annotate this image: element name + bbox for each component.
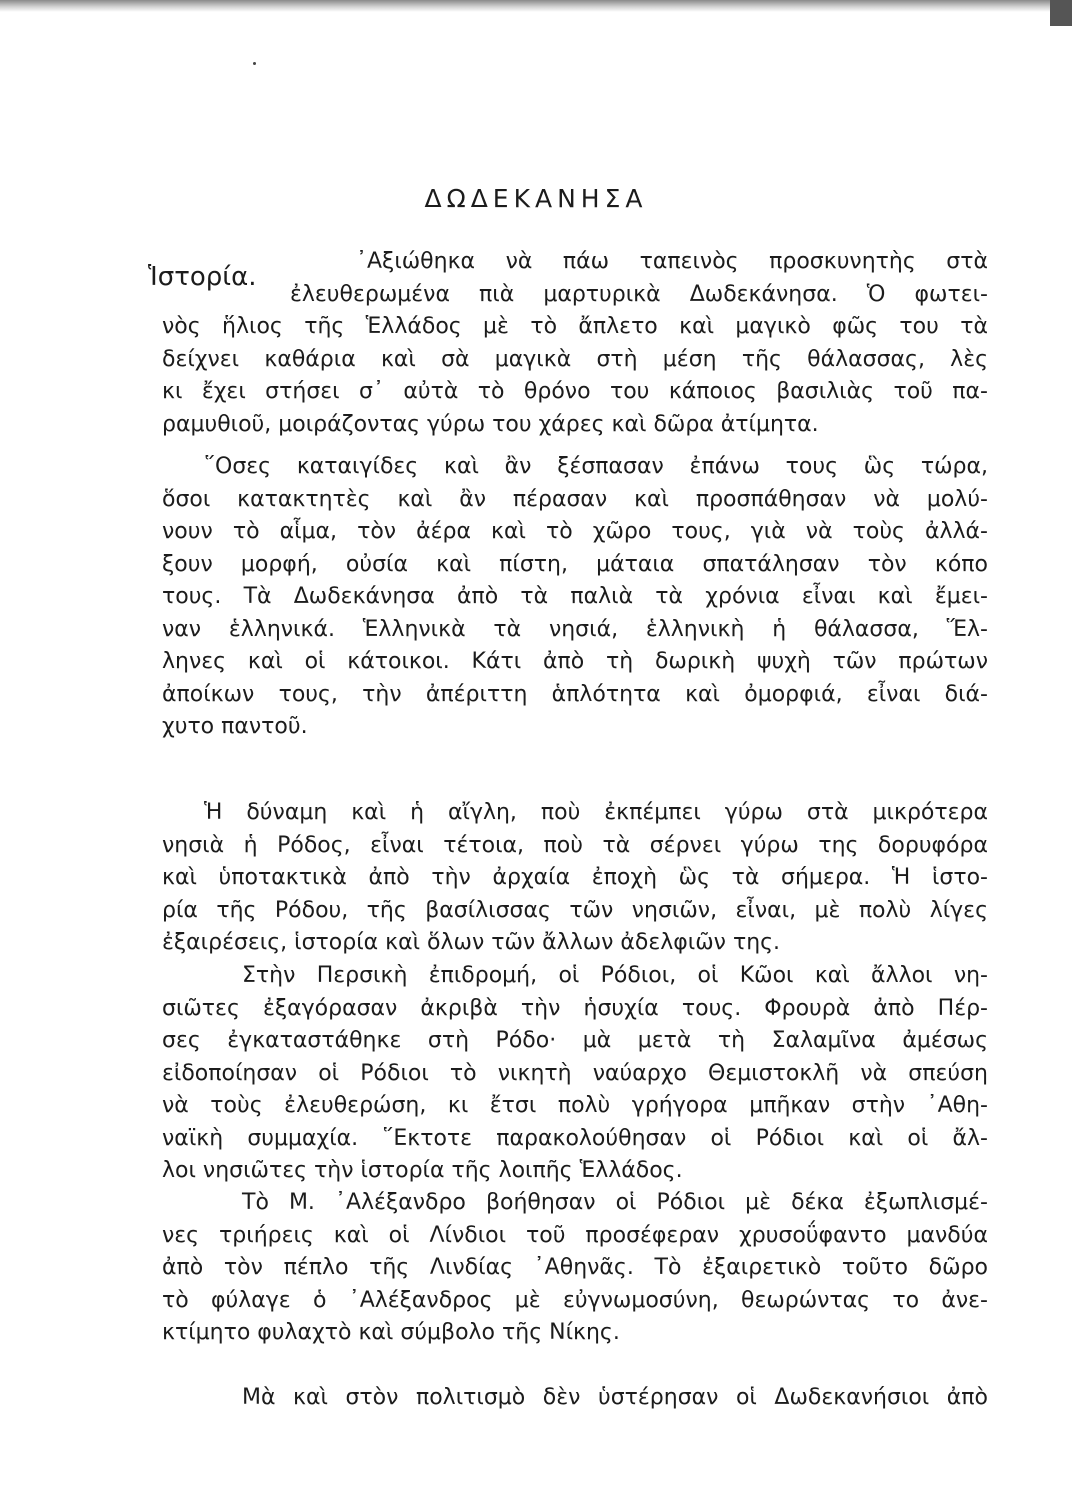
text-line: εἰδοποίησαν οἱ Ρόδιοι τὸ νικητὴ ναύαρχο Θεμιστοκλῆ νὰ σπεύση bbox=[162, 1060, 988, 1086]
text-line: ραμυθιοῦ, μοιράζοντας γύρω του χάρες καὶ δῶρα ἀτίμητα. bbox=[162, 411, 819, 437]
text-line: ρία τῆς Ρόδου, τῆς βασίλισσας τῶν νησιῶν, εἶναι, μὲ πολὺ λίγες bbox=[162, 897, 988, 923]
paragraph-5 bbox=[162, 1187, 988, 1350]
text-line: σες ἐγκαταστάθηκε στὴ Ρόδο· μὰ μετὰ τὴ Σαλαμῖνα ἀμέσως bbox=[162, 1028, 988, 1053]
text-line: ᾿Αξιώθηκα νὰ πάω ταπεινὸς προσκυνητὴς στὰ bbox=[356, 249, 988, 274]
text-line: χυτο παντοῦ. bbox=[162, 714, 308, 739]
text-line: νὸς ἥλιος τῆς Ἑλλάδος μὲ τὸ ἄπλετο καὶ μαγικὸ φῶς του τὰ bbox=[162, 314, 988, 339]
scan-speck bbox=[253, 62, 256, 65]
text-line: κτίμητο φυλαχτὸ καὶ σύμβολο τῆς Νίκης. bbox=[162, 1320, 620, 1345]
text-line: ῞Οσες καταιγίδες καὶ ἂν ξέσπασαν ἐπάνω τους ὣς τώρα, bbox=[204, 454, 988, 479]
text-line: λοι νησιῶτες τὴν ἱστορία τῆς λοιπῆς Ἑλλάδος. bbox=[162, 1158, 683, 1183]
text-line: ἀπὸ τὸν πέπλο τῆς Λινδίας ᾿Αθηνᾶς. Τὸ ἐξαιρετικὸ τοῦτο δῶρο bbox=[162, 1255, 988, 1280]
text-line: τους. Τὰ Δωδεκάνησα ἀπὸ τὰ παλιὰ τὰ χρόνια εἶναι καὶ ἔμει- bbox=[162, 584, 988, 609]
page-title: ΔΩΔΕΚΑΝΗΣΑ bbox=[424, 184, 648, 213]
text-line: νες τριήρεις καὶ οἱ Λίνδιοι τοῦ προσέφεραν χρυσοΰφαντο μανδύα bbox=[162, 1222, 988, 1248]
text-line: ἀποίκων τους, τὴν ἀπέριττη ἁπλότητα καὶ ὀμορφιά, εἶναι διά- bbox=[162, 681, 988, 707]
paragraph-2 bbox=[162, 451, 988, 744]
side-heading: Ἱστορία. bbox=[148, 262, 257, 292]
text-line: ληνες καὶ οἱ κάτοικοι. Κάτι ἀπὸ τὴ δωρικὴ ψυχὴ τῶν πρώτων bbox=[162, 649, 988, 674]
text-line: νὰ τοὺς ἐλευθερώση, κι ἔτσι πολὺ γρήγορα μπῆκαν στὴν ᾿Αθη- bbox=[162, 1093, 988, 1118]
text-line: καὶ ὑποτακτικὰ ἀπὸ τὴν ἀρχαία ἐποχὴ ὣς τὰ σήμερα. Ἡ ἱστο- bbox=[162, 865, 988, 890]
paragraph-3 bbox=[162, 797, 988, 960]
text-line: ἐλευθερωμένα πιὰ μαρτυρικὰ Δωδεκάνησα. Ὁ φωτει- bbox=[290, 281, 988, 307]
scan-corner-mark bbox=[1050, 0, 1072, 26]
text-line: δείχνει καθάρια καὶ σὰ μαγικὰ στὴ μέση τῆς θάλασσας, λὲς bbox=[162, 346, 988, 372]
paragraph-1 bbox=[162, 246, 988, 441]
paragraph-4 bbox=[162, 960, 988, 1188]
text-line: ἐξαιρέσεις, ἱστορία καὶ ὅλων τῶν ἄλλων ἀδελφιῶν της. bbox=[162, 930, 781, 955]
text-line: Μὰ καὶ στὸν πολιτισμὸ δὲν ὑστέρησαν οἱ Δωδεκανήσιοι ἀπὸ bbox=[242, 1385, 988, 1410]
text-line: ναν ἑλληνικά. Ἑλληνικὰ τὰ νησιά, ἑλληνικὴ ἡ θάλασσα, Ἕλ- bbox=[162, 616, 988, 642]
text-line: ξουν μορφή, οὐσία καὶ πίστη, μάταια σπατάλησαν τὸν κόπο bbox=[162, 551, 988, 577]
text-line: Ἡ δύναμη καὶ ἡ αἴγλη, ποὺ ἐκπέμπει γύρω στὰ μικρότερα bbox=[204, 800, 988, 825]
text-line: ὅσοι κατακτητὲς καὶ ἂν πέρασαν καὶ προσπάθησαν νὰ μολύ- bbox=[162, 486, 988, 512]
scan-top-edge bbox=[0, 0, 1072, 12]
text-line: νησιὰ ἡ Ρόδος, εἶναι τέτοια, ποὺ τὰ σέρνει γύρω της δορυφόρα bbox=[162, 832, 988, 858]
text-line: νουν τὸ αἷμα, τὸν ἀέρα καὶ τὸ χῶρο τους, γιὰ νὰ τοὺς ἀλλά- bbox=[162, 519, 988, 544]
text-line: τὸ φύλαγε ὁ ᾿Αλέξανδρος μὲ εὐγνωμοσύνη, θεωρώντας το ἀνε- bbox=[162, 1287, 988, 1313]
paragraph-6 bbox=[162, 1382, 988, 1415]
text-line: ναϊκὴ συμμαχία. ῞Εκτοτε παρακολούθησαν οἱ Ρόδιοι καὶ οἱ ἄλ- bbox=[162, 1125, 988, 1151]
text-line: σιῶτες ἐξαγόρασαν ἀκριβὰ τὴν ἡσυχία τους. Φρουρὰ ἀπὸ Πέρ- bbox=[162, 995, 988, 1021]
text-line: κι ἔχει στήσει σ᾿ αὐτὰ τὸ θρόνο του κάποιος βασιλιὰς τοῦ πα- bbox=[162, 379, 988, 404]
text-line: Τὸ Μ. ᾿Αλέξανδρο βοήθησαν οἱ Ρόδιοι μὲ δέκα ἐξωπλισμέ- bbox=[242, 1190, 988, 1215]
text-line: Στὴν Περσικὴ ἐπιδρομή, οἱ Ρόδιοι, οἱ Κῶοι καὶ ἄλλοι νη- bbox=[242, 963, 988, 988]
